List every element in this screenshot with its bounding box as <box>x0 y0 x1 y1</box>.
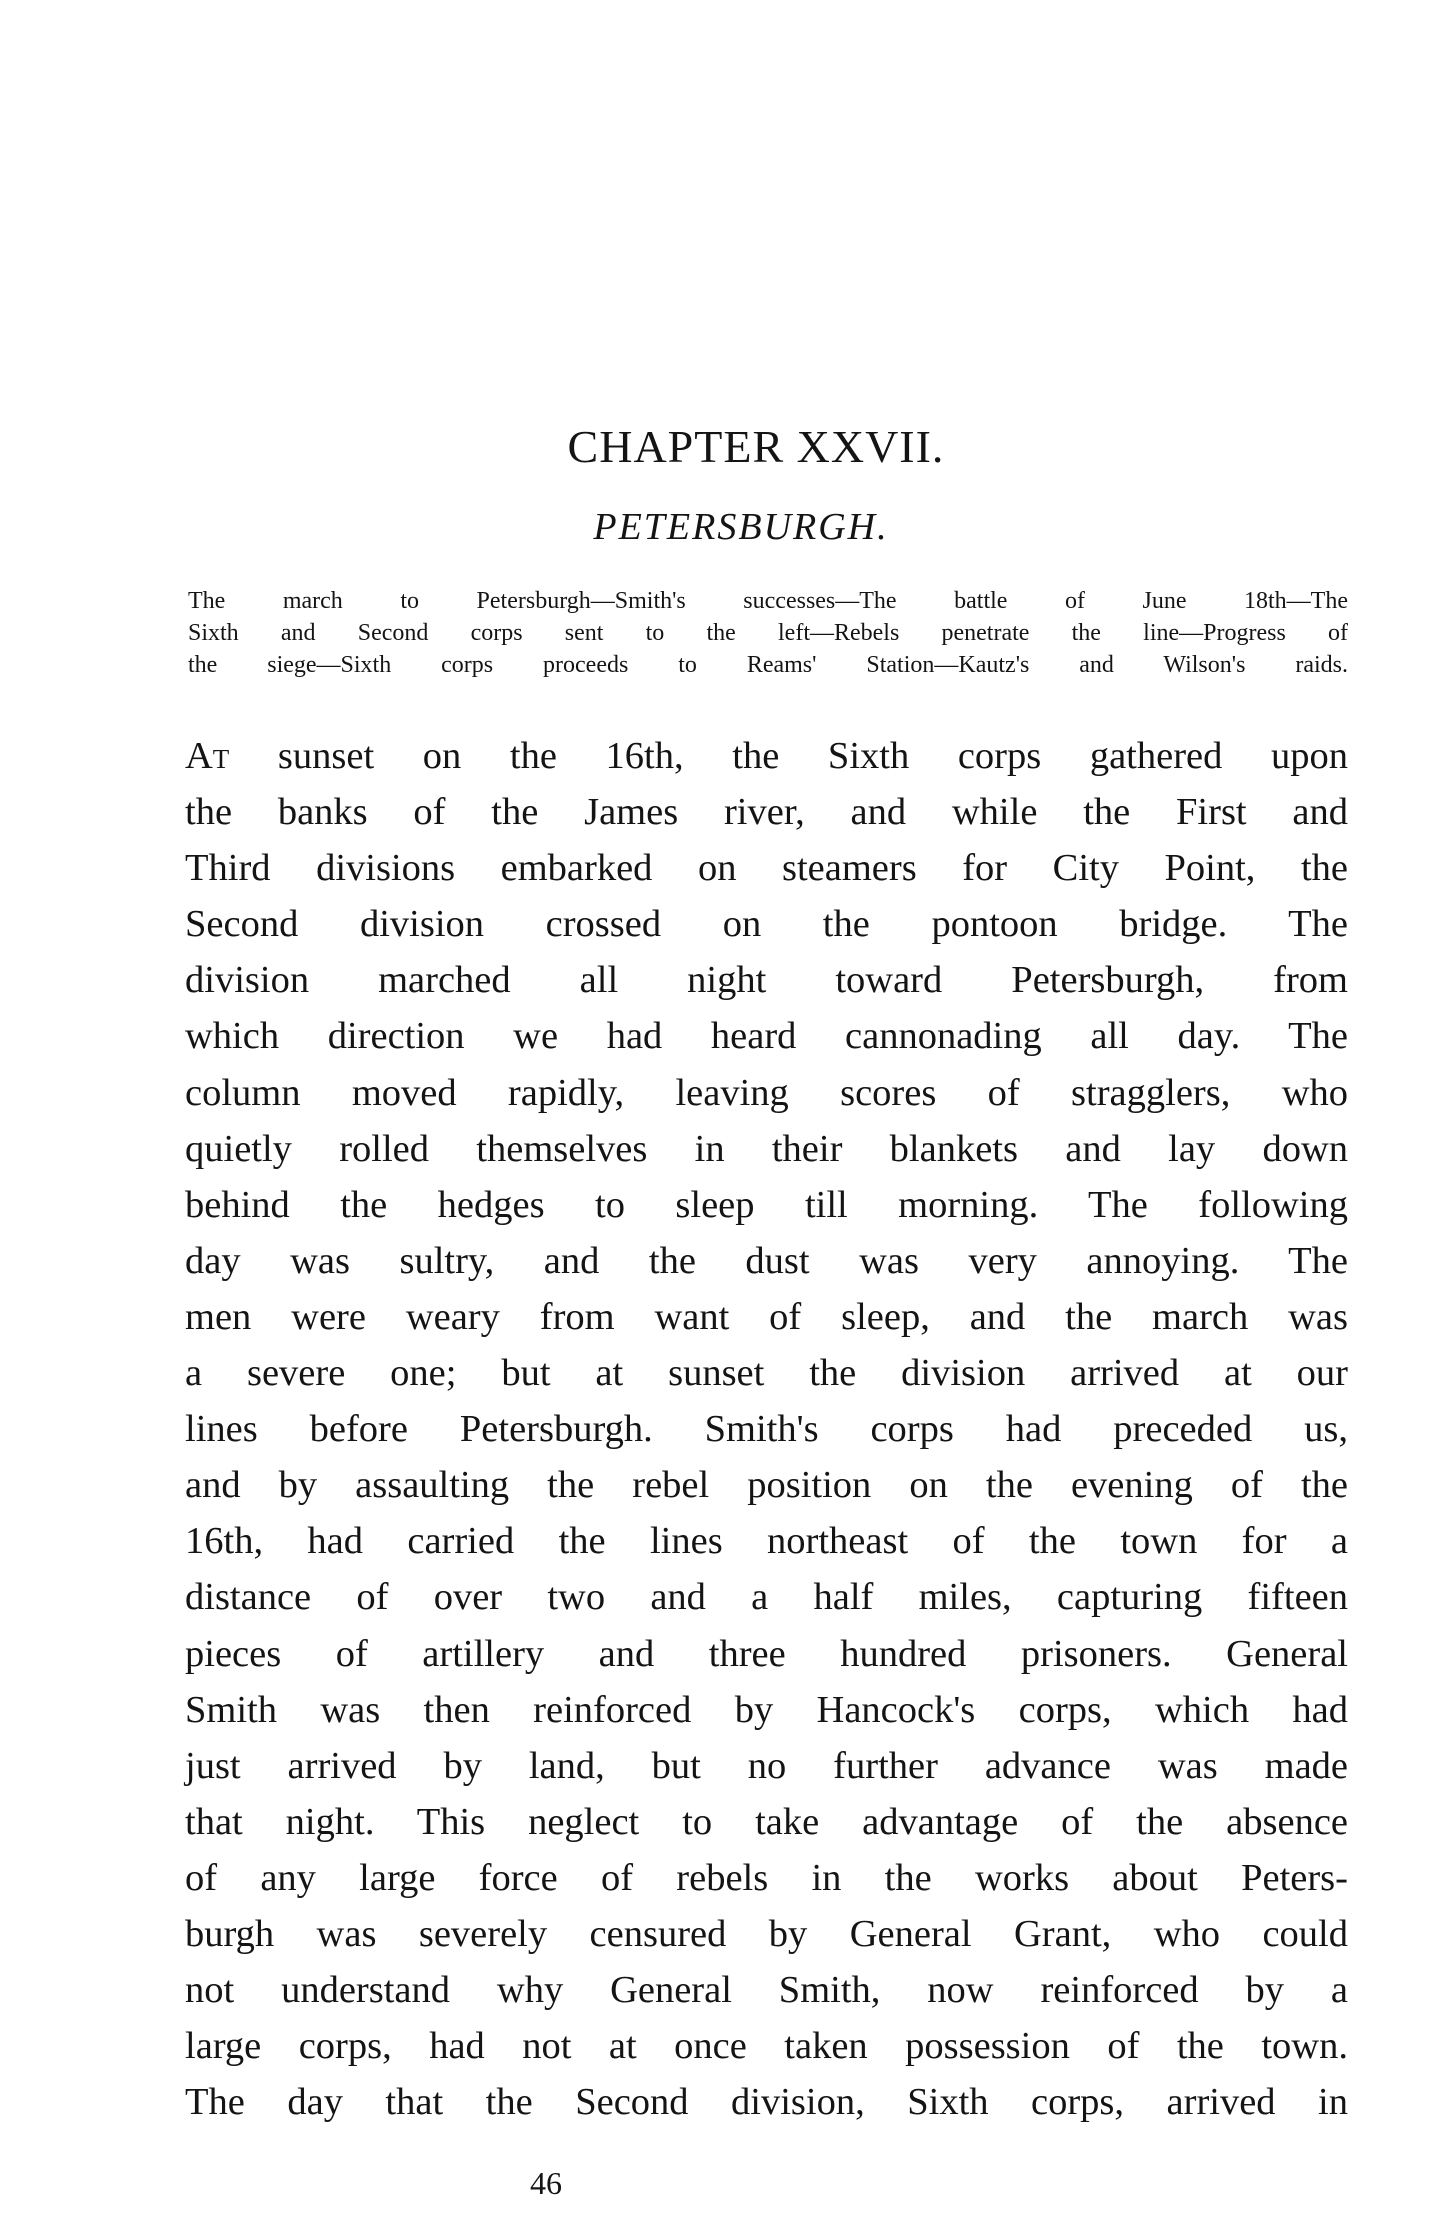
body-line: not understand why General Smith, now reinforced by a <box>185 1969 1348 2012</box>
page-number: 46 <box>530 2165 562 2201</box>
chapter-title: CHAPTER XXVII. <box>567 421 945 472</box>
body-line: lines before Petersburgh. Smith's corps had preceded us, <box>185 1408 1348 1451</box>
body-line: quietly rolled themselves in their blankets and lay down <box>185 1127 1348 1170</box>
body-line: that night. This neglect to take advantage of the absence <box>185 1800 1348 1843</box>
chapter-synopsis <box>188 585 1348 681</box>
body-line: Third divisions embarked on steamers for City Point, the <box>185 847 1348 890</box>
body-line: day was sultry, and the dust was very annoying. The <box>185 1239 1348 1282</box>
body-line: 16th, had carried the lines northeast of the town for a <box>185 1520 1348 1563</box>
body-line: division marched all night toward Petersburgh, from <box>185 959 1348 1002</box>
body-line: The day that the Second division, Sixth corps, arrived in <box>185 2081 1348 2124</box>
body-line: and by assaulting the rebel position on the evening of the <box>185 1464 1348 1507</box>
body-paragraph <box>185 728 1348 2130</box>
synopsis-line: the siege—Sixth corps proceeds to Reams' Station—Kautz's and Wilson's raids. <box>188 652 1348 678</box>
first-line-text: sunset on the 16th, the Sixth corps gathered upon <box>229 735 1348 777</box>
body-line: which direction we had heard cannonading all day. The <box>185 1015 1348 1058</box>
body-line: large corps, had not at once taken possession of the town. <box>185 2025 1348 2068</box>
opening-word: At <box>185 735 230 777</box>
body-line: distance of over two and a half miles, capturing fifteen <box>185 1576 1348 1619</box>
synopsis-line: The march to Petersburgh—Smith's successes—The battle of June 18th—The <box>188 588 1348 614</box>
synopsis-line: Sixth and Second corps sent to the left—Rebels penetrate the line—Progress of <box>188 620 1348 646</box>
body-line: burgh was severely censured by General Grant, who could <box>185 1912 1348 1955</box>
body-line: men were weary from want of sleep, and the march was <box>185 1295 1348 1338</box>
body-line: column moved rapidly, leaving scores of stragglers, who <box>185 1071 1348 1114</box>
body-line: Smith was then reinforced by Hancock's corps, which had <box>185 1688 1348 1731</box>
body-line: just arrived by land, but no further advance was made <box>185 1744 1348 1787</box>
body-line: a severe one; but at sunset the division arrived at our <box>185 1352 1348 1395</box>
body-line: of any large force of rebels in the works about Peters- <box>185 1856 1348 1899</box>
body-line <box>185 728 1348 784</box>
body-line: behind the hedges to sleep till morning. The following <box>185 1183 1348 1226</box>
body-line: pieces of artillery and three hundred prisoners. General <box>185 1632 1348 1675</box>
body-line: Second division crossed on the pontoon bridge. The <box>185 903 1348 946</box>
chapter-subtitle: PETERSBURGH. <box>593 506 889 548</box>
body-line: the banks of the James river, and while the First and <box>185 791 1348 834</box>
